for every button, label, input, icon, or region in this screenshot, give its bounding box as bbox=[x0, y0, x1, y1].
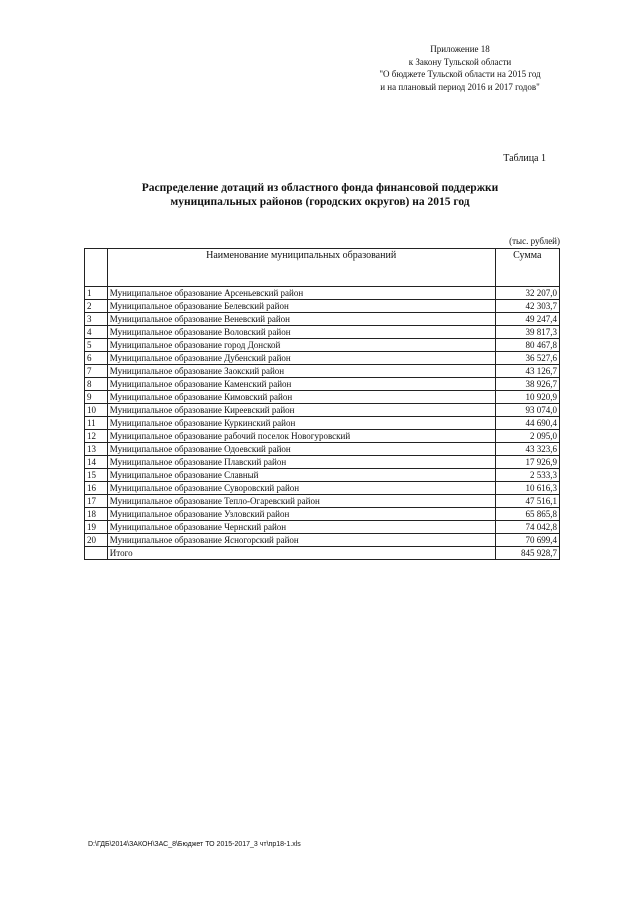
total-number-cell bbox=[85, 547, 108, 560]
table-row bbox=[85, 495, 560, 508]
subsidy-table bbox=[84, 248, 560, 560]
units-label: (тыс. рублей) bbox=[509, 236, 560, 246]
table-row bbox=[85, 365, 560, 378]
table-row bbox=[85, 482, 560, 495]
subsidy-amount: 38 926,7 bbox=[495, 378, 559, 391]
subsidy-amount: 74 042,8 bbox=[495, 521, 559, 534]
subsidy-amount: 43 126,7 bbox=[495, 365, 559, 378]
row-number: 3 bbox=[85, 313, 108, 326]
subsidy-amount: 49 247,4 bbox=[495, 313, 559, 326]
municipality-name: Муниципальное образование Одоевский район bbox=[107, 443, 495, 456]
header-number bbox=[85, 249, 108, 287]
municipality-name: Муниципальное образование Киреевский район bbox=[107, 404, 495, 417]
subsidy-amount: 47 516,1 bbox=[495, 495, 559, 508]
subsidy-amount: 17 926,9 bbox=[495, 456, 559, 469]
header-sum: Сумма bbox=[495, 249, 559, 287]
row-number: 15 bbox=[85, 469, 108, 482]
table-row bbox=[85, 339, 560, 352]
municipality-name: Муниципальное образование Плавский район bbox=[107, 456, 495, 469]
table-label: Таблица 1 bbox=[503, 153, 546, 164]
total-row bbox=[85, 547, 560, 560]
row-number: 19 bbox=[85, 521, 108, 534]
row-number: 10 bbox=[85, 404, 108, 417]
header-name: Наименование муниципальных образований bbox=[107, 249, 495, 287]
subsidy-amount: 2 533,3 bbox=[495, 469, 559, 482]
municipality-name: Муниципальное образование Ясногорский район bbox=[107, 534, 495, 547]
subsidy-amount: 2 095,0 bbox=[495, 430, 559, 443]
total-label: Итого bbox=[107, 547, 495, 560]
table-row bbox=[85, 443, 560, 456]
row-number: 20 bbox=[85, 534, 108, 547]
table-row bbox=[85, 469, 560, 482]
municipality-name: Муниципальное образование Славный bbox=[107, 469, 495, 482]
table-row bbox=[85, 417, 560, 430]
row-number: 16 bbox=[85, 482, 108, 495]
table-row bbox=[85, 521, 560, 534]
row-number: 17 bbox=[85, 495, 108, 508]
subsidy-amount: 32 207,0 bbox=[495, 287, 559, 300]
title-line-1: Распределение дотаций из областного фонда финансовой поддержки bbox=[141, 182, 499, 194]
municipality-name: Муниципальное образование город Донской bbox=[107, 339, 495, 352]
appendix-line: и на плановый период 2016 и 2017 годов" bbox=[380, 81, 540, 92]
row-number: 8 bbox=[85, 378, 108, 391]
subsidy-amount: 80 467,8 bbox=[495, 339, 559, 352]
subsidy-amount: 10 920,9 bbox=[495, 391, 559, 404]
municipality-name: Муниципальное образование рабочий поселок Новогуровский bbox=[107, 430, 495, 443]
subsidy-amount: 36 527,6 bbox=[495, 352, 559, 365]
row-number: 7 bbox=[85, 365, 108, 378]
subsidy-amount: 44 690,4 bbox=[495, 417, 559, 430]
table-row bbox=[85, 404, 560, 417]
table-body bbox=[85, 287, 560, 547]
table-row bbox=[85, 456, 560, 469]
appendix-line: к Закону Тульской области bbox=[408, 56, 512, 67]
municipality-name: Муниципальное образование Веневский район bbox=[107, 313, 495, 326]
row-number: 5 bbox=[85, 339, 108, 352]
municipality-name: Муниципальное образование Каменский район bbox=[107, 378, 495, 391]
municipality-name: Муниципальное образование Белевский район bbox=[107, 300, 495, 313]
row-number: 4 bbox=[85, 326, 108, 339]
file-path-footer: D:\ГДБ\2014\ЗАКОН\ЗАС_8\Бюджет ТО 2015-2017_3 чт\пр18-1.xls bbox=[88, 841, 301, 848]
row-number: 11 bbox=[85, 417, 108, 430]
municipality-name: Муниципальное образование Тепло-Огаревский район bbox=[107, 495, 495, 508]
subsidy-amount: 93 074,0 bbox=[495, 404, 559, 417]
table-row bbox=[85, 326, 560, 339]
total-sum: 845 928,7 bbox=[495, 547, 559, 560]
table-row bbox=[85, 352, 560, 365]
subsidy-amount: 39 817,3 bbox=[495, 326, 559, 339]
subsidy-amount: 42 303,7 bbox=[495, 300, 559, 313]
row-number: 1 bbox=[85, 287, 108, 300]
row-number: 9 bbox=[85, 391, 108, 404]
table-row bbox=[85, 508, 560, 521]
municipality-name: Муниципальное образование Кимовский район bbox=[107, 391, 495, 404]
municipality-name: Муниципальное образование Воловский район bbox=[107, 326, 495, 339]
table-row bbox=[85, 300, 560, 313]
municipality-name: Муниципальное образование Дубенский район bbox=[107, 352, 495, 365]
table-row bbox=[85, 287, 560, 300]
row-number: 14 bbox=[85, 456, 108, 469]
table-row bbox=[85, 391, 560, 404]
document-title bbox=[80, 181, 560, 209]
title-line-2: муниципальных районов (городских округов) на 2015 год bbox=[170, 196, 470, 208]
table-header-row bbox=[85, 249, 560, 287]
table-row bbox=[85, 534, 560, 547]
table-row bbox=[85, 378, 560, 391]
row-number: 13 bbox=[85, 443, 108, 456]
row-number: 18 bbox=[85, 508, 108, 521]
municipality-name: Муниципальное образование Куркинский район bbox=[107, 417, 495, 430]
municipality-name: Муниципальное образование Заокский район bbox=[107, 365, 495, 378]
municipality-name: Муниципальное образование Суворовский район bbox=[107, 482, 495, 495]
appendix-line: "О бюджете Тульской области на 2015 год bbox=[379, 69, 541, 79]
row-number: 12 bbox=[85, 430, 108, 443]
row-number: 6 bbox=[85, 352, 108, 365]
municipality-name: Муниципальное образование Чернский район bbox=[107, 521, 495, 534]
appendix-header bbox=[360, 43, 560, 93]
table-row bbox=[85, 313, 560, 326]
subsidy-amount: 65 865,8 bbox=[495, 508, 559, 521]
row-number: 2 bbox=[85, 300, 108, 313]
municipality-name: Муниципальное образование Арсеньевский район bbox=[107, 287, 495, 300]
subsidy-amount: 70 699,4 bbox=[495, 534, 559, 547]
municipality-name: Муниципальное образование Узловский район bbox=[107, 508, 495, 521]
appendix-line: Приложение 18 bbox=[430, 44, 490, 54]
table-row bbox=[85, 430, 560, 443]
subsidy-amount: 43 323,6 bbox=[495, 443, 559, 456]
subsidy-amount: 10 616,3 bbox=[495, 482, 559, 495]
